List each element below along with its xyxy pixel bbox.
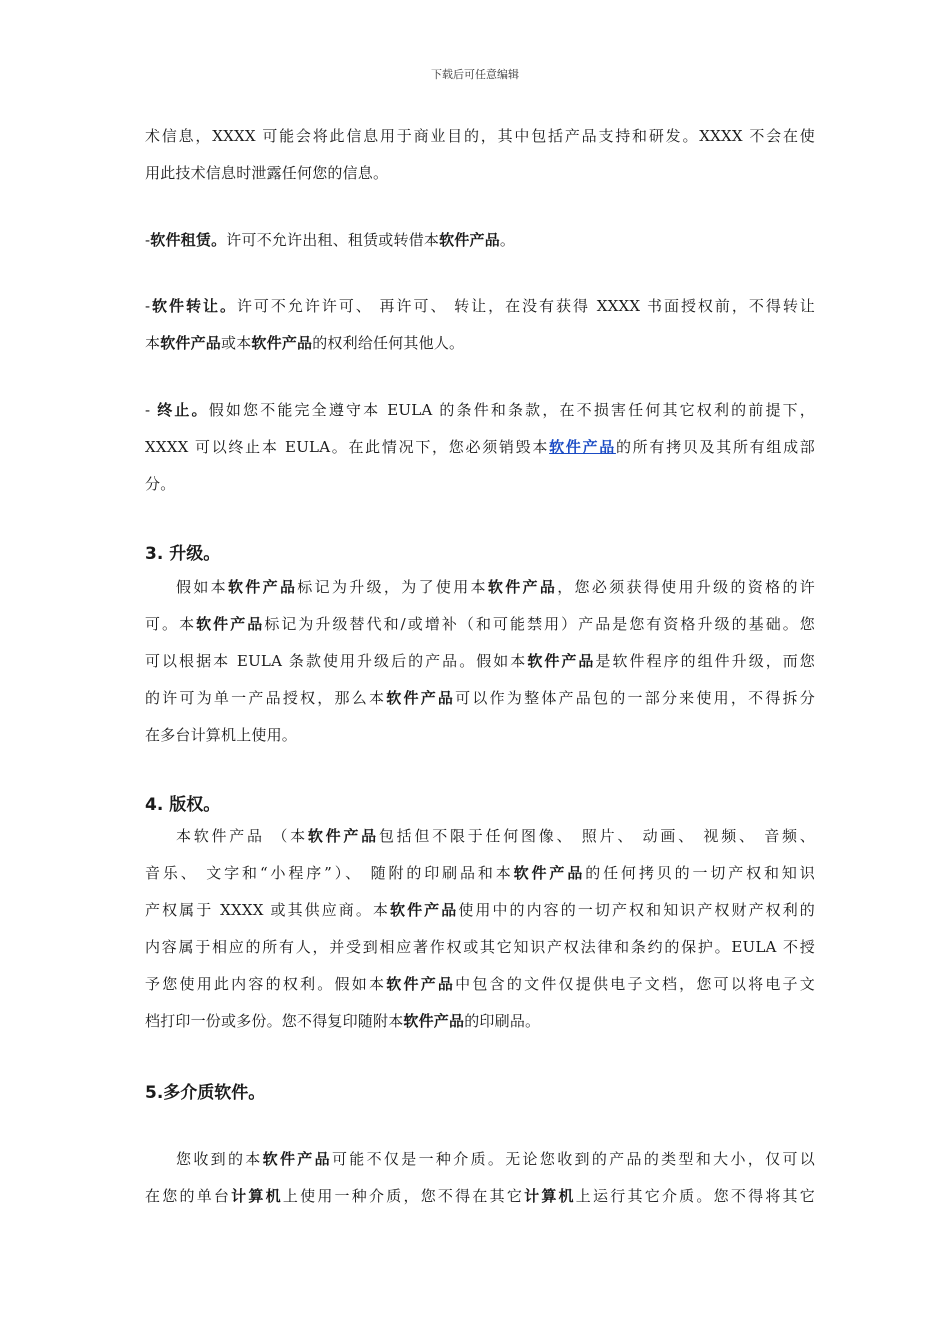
text-run: 产权属于 XXXX 或其供应商。本 <box>145 901 391 919</box>
clause-title: 终止。 <box>157 401 209 419</box>
term-software-product: 软件产品 <box>386 975 456 993</box>
dash: - <box>145 297 151 315</box>
section-heading-multimedia: 5.多介质软件。 <box>145 1083 266 1103</box>
term-software-product: 软件产品 <box>403 1012 465 1030</box>
text-run: ，您必须获得使用升级的资格的许 <box>557 578 815 596</box>
text-run: 本软件产品 （本 <box>176 827 308 845</box>
dash: - <box>145 401 158 419</box>
text-line <box>145 222 815 259</box>
text-run: 本 <box>145 334 161 352</box>
paragraph-termination <box>145 392 815 503</box>
text-run: 许可不允许许可、 再许可、 转让，在没有获得 XXXX 书面授权前，不得转让 <box>236 297 815 315</box>
text-run: 假如您不能完全遵守本 EULA 的条件和条款，在不损害任何其它权利的前提下， <box>208 401 815 419</box>
text-run: 标记为升级替代和/或增补（和可能禁用）产品是您有资格升级的基础。您 <box>264 615 815 633</box>
term-software-product: 软件产品 <box>196 615 265 633</box>
term-computer: 计算机 <box>524 1187 576 1205</box>
text-line <box>145 680 815 717</box>
text-line <box>145 392 815 429</box>
text-run: 可以根据本 EULA 条款使用升级后的产品。假如本 <box>145 652 528 670</box>
text-line <box>145 325 815 362</box>
text-line <box>145 569 815 606</box>
term-software-product: 软件产品 <box>307 827 379 845</box>
text-line <box>145 288 815 325</box>
text-line: 用此技术信息时泄露任何您的信息。 <box>145 164 389 182</box>
text-line: 分。 <box>145 475 176 493</box>
text-run: 在您的单台 <box>145 1187 232 1205</box>
text-run: 可能不仅是一种介质。无论您收到的产品的类型和大小，仅可以 <box>331 1150 815 1168</box>
paragraph-software-rental <box>145 222 815 259</box>
text-line: 术信息，XXXX 可能会将此信息用于商业目的，其中包括产品支持和研发。XXXX 不会在使 <box>145 127 815 145</box>
clause-title: 软件租赁。 <box>150 231 227 249</box>
term-software-product: 软件产品 <box>160 334 222 352</box>
text-run: 上使用一种介质，您不得在其它 <box>282 1187 525 1205</box>
paragraph-software-transfer <box>145 288 815 362</box>
term-computer: 计算机 <box>231 1187 283 1205</box>
paragraph-tech-info <box>145 118 815 192</box>
text-line <box>145 643 815 680</box>
text-line <box>145 1003 815 1040</box>
text-line <box>145 966 815 1003</box>
text-run: 音乐、 文字和“小程序”）、 随附的印刷品和本 <box>145 864 514 882</box>
text-run: 中包含的文件仅提供电子文档，您可以将电子文 <box>455 975 815 993</box>
text-run: 的所有拷贝及其所有组成部 <box>615 438 816 456</box>
term-software-product: 软件产品 <box>251 334 313 352</box>
term-software-product: 软件产品 <box>390 901 459 919</box>
text-run: 的印刷品。 <box>464 1012 541 1030</box>
text-run: 包括但不限于任何图像、 照片、 动画、 视频、 音频、 <box>378 827 815 845</box>
text-run: 档打印一份或多份。您不得复印随附本 <box>145 1012 404 1030</box>
term-software-product: 软件产品 <box>513 864 586 882</box>
paragraph-multimedia <box>145 1141 815 1215</box>
text-line <box>145 1141 815 1178</box>
text-run: 上运行其它介质。您不得将其它 <box>575 1187 815 1205</box>
dash: - <box>145 231 151 249</box>
text-run: 的任何拷贝的一切产权和知识 <box>585 864 815 882</box>
text-run: 可以作为整体产品包的一部分来使用，不得拆分 <box>455 689 815 707</box>
term-software-product: 软件产品 <box>439 231 500 249</box>
term-software-product: 软件产品 <box>386 689 456 707</box>
section-heading-copyright: 4. 版权。 <box>145 795 221 815</box>
text-run: 标记为升级，为了使用本 <box>297 578 488 596</box>
term-software-product: 软件产品 <box>527 652 596 670</box>
software-product-link[interactable]: 软件产品 <box>549 438 616 456</box>
text-run: 许可不允许出租、租赁或转借本 <box>226 231 440 249</box>
text-line <box>145 818 815 855</box>
text-run: 可。本 <box>145 615 197 633</box>
text-run: 的许可为单一产品授权，那么本 <box>145 689 387 707</box>
text-line <box>145 855 815 892</box>
text-run: 您收到的本 <box>176 1150 263 1168</box>
paragraph-upgrade <box>145 569 815 754</box>
text-line <box>145 1178 815 1215</box>
text-run: 。 <box>499 231 516 249</box>
paragraph-copyright <box>145 818 815 1040</box>
text-run: 是软件程序的组件升级，而您 <box>595 652 815 670</box>
text-run: 的权利给任何其他人。 <box>312 334 465 352</box>
clause-title: 软件转让。 <box>150 297 237 315</box>
text-line <box>145 892 815 929</box>
text-run: 予您使用此内容的权利。假如本 <box>145 975 387 993</box>
text-line <box>145 429 815 466</box>
text-run: 或本 <box>221 334 252 352</box>
section-heading-upgrade: 3. 升级。 <box>145 544 221 564</box>
text-run: XXXX 可以终止本 EULA。在此情况下，您必须销毁本 <box>145 438 550 456</box>
term-software-product: 软件产品 <box>262 1150 332 1168</box>
text-run: 使用中的内容的一切产权和知识产权财产权利的 <box>458 901 815 919</box>
text-line: 内容属于相应的所有人，并受到相应著作权或其它知识产权法律和条约的保护。EULA 不授 <box>145 938 815 956</box>
text-line <box>145 606 815 643</box>
page-header: 下载后可任意编辑 <box>431 68 519 81</box>
text-line: 在多台计算机上使用。 <box>145 726 298 744</box>
text-run: 假如本 <box>176 578 228 596</box>
term-software-product: 软件产品 <box>227 578 298 596</box>
term-software-product: 软件产品 <box>487 578 558 596</box>
